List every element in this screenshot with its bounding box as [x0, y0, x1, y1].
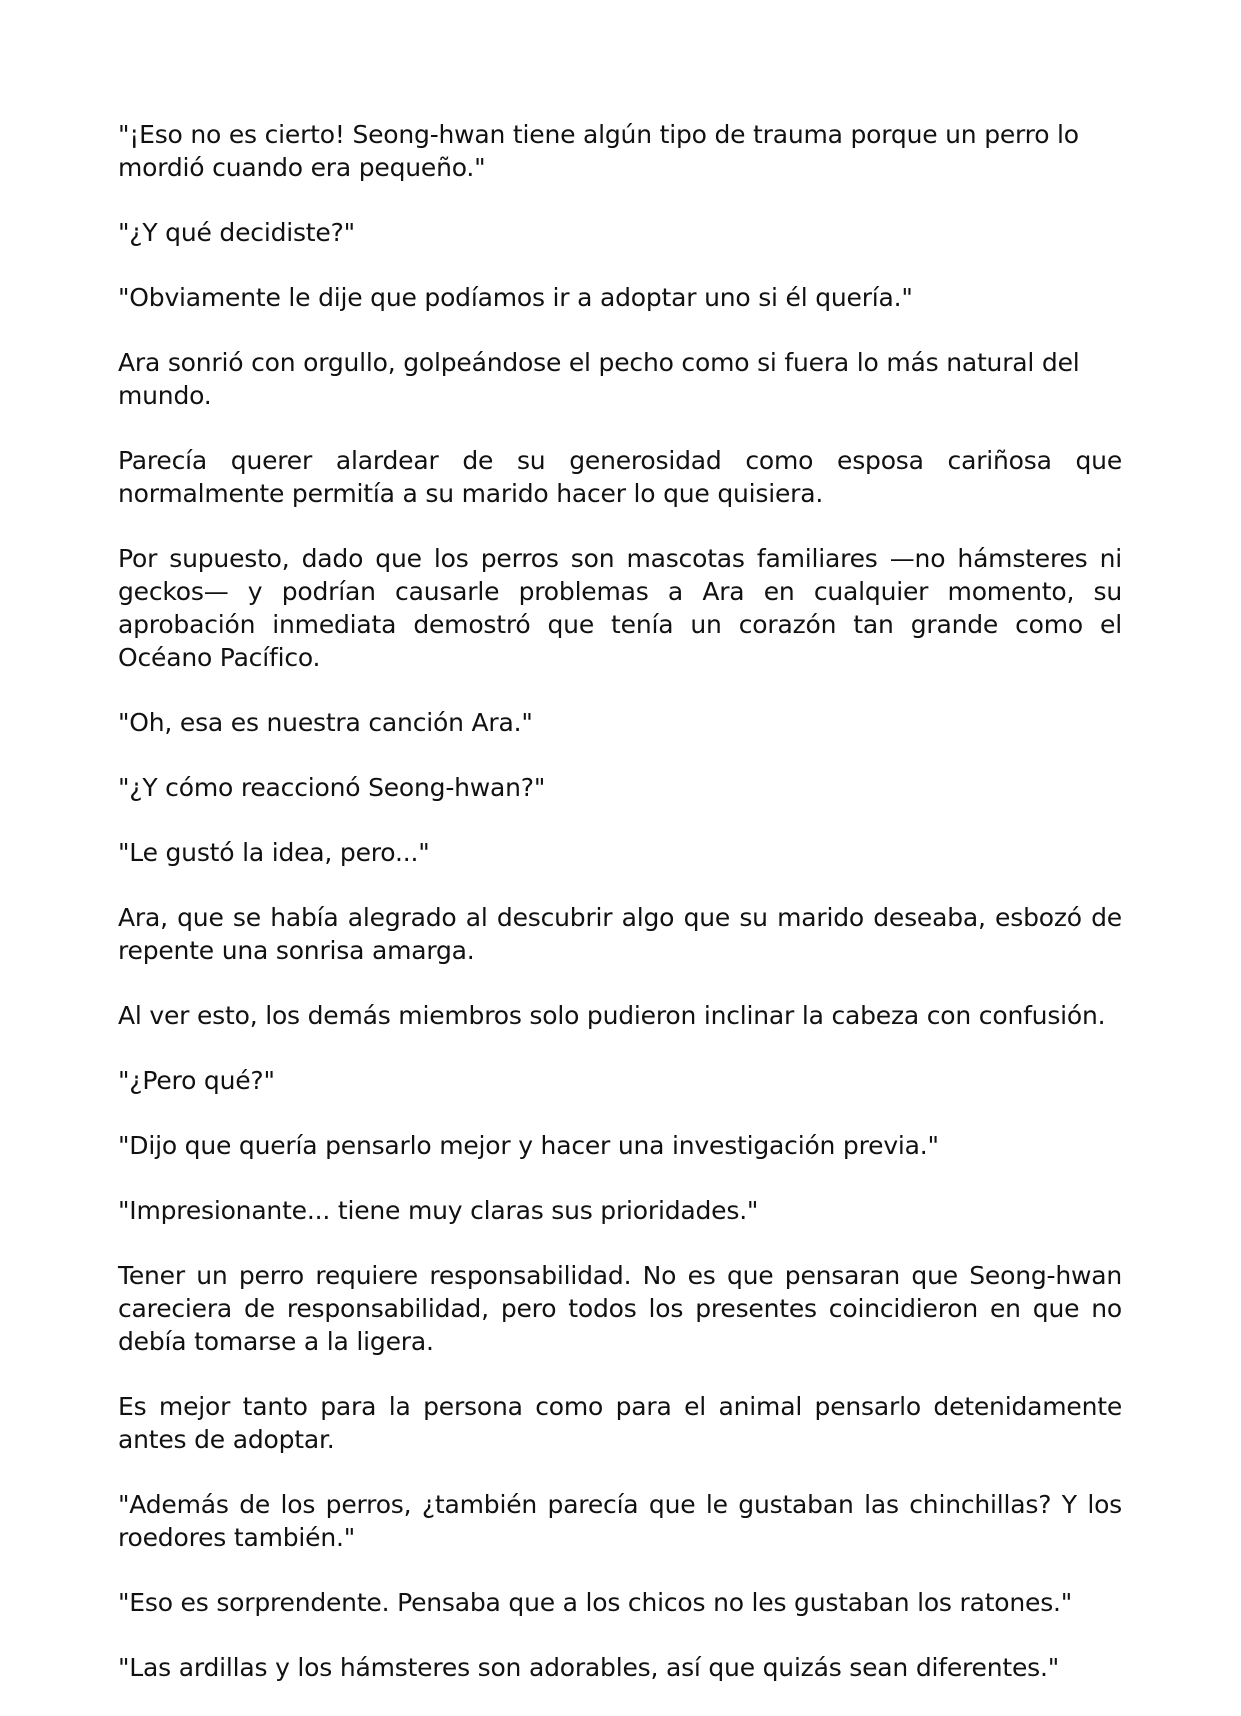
paragraph: "Eso es sorprendente. Pensaba que a los chicos no les gustaban los ratones." — [118, 1588, 1073, 1617]
paragraph: "¿Y qué decidiste?" — [118, 218, 355, 247]
paragraph: "Le gustó la idea, pero..." — [118, 838, 430, 867]
paragraph: "Las ardillas y los hámsteres son adorables, así que quizás sean diferentes." — [118, 1653, 1060, 1682]
paragraph: "Obviamente le dije que podíamos ir a adoptar uno si él quería." — [118, 283, 913, 312]
paragraph: Tener un perro requiere responsabilidad. No es que pensaran que Seong-hwan careciera de responsabilidad, pero todos los presentes coincidieron en que no debía tomarse a la ligera. — [118, 1261, 1122, 1356]
paragraph: "¿Pero qué?" — [118, 1066, 275, 1095]
paragraph: "Además de los perros, ¿también parecía que le gustaban las chinchillas? Y los roedores también." — [118, 1490, 1122, 1552]
paragraph: Parecía querer alardear de su generosidad como esposa cariñosa que normalmente permitía a su marido hacer lo que quisiera. — [118, 446, 1122, 508]
paragraph: "¿Y cómo reaccionó Seong-hwan?" — [118, 773, 546, 802]
paragraph: "Dijo que quería pensarlo mejor y hacer una investigación previa." — [118, 1131, 939, 1160]
paragraph: Es mejor tanto para la persona como para el animal pensarlo detenidamente antes de adoptar. — [118, 1392, 1122, 1454]
paragraph: Ara sonrió con orgullo, golpeándose el pecho como si fuera lo más natural del mundo. — [118, 348, 1080, 410]
document-body — [118, 118, 1122, 1716]
paragraph: "¡Eso no es cierto! Seong-hwan tiene algún tipo de trauma porque un perro lo mordió cuando era pequeño." — [118, 120, 1079, 182]
paragraph: Por supuesto, dado que los perros son mascotas familiares —no hámsteres ni geckos— y podrían causarle problemas a Ara en cualquier momento, su aprobación inmediata demostró que tenía un corazón tan grande como el Océano Pacífico. — [118, 544, 1122, 672]
paragraph: Ara, que se había alegrado al descubrir algo que su marido deseaba, esbozó de repente una sonrisa amarga. — [118, 903, 1122, 965]
paragraph: "Impresionante... tiene muy claras sus prioridades." — [118, 1196, 759, 1225]
paragraph: "Oh, esa es nuestra canción Ara." — [118, 708, 533, 737]
paragraph: Al ver esto, los demás miembros solo pudieron inclinar la cabeza con confusión. — [118, 1001, 1106, 1030]
